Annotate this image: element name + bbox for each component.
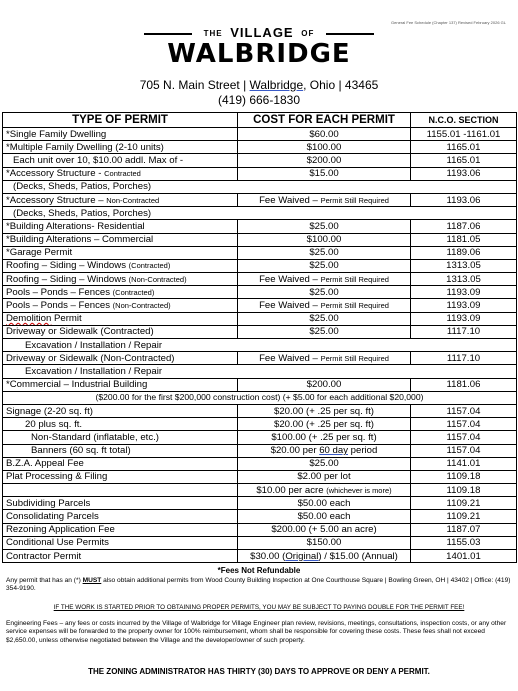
type-cell: Each unit over 10, $10.00 addl. Max of - — [3, 154, 238, 167]
cost-cell: $100.00 (+ .25 per sq. ft) — [238, 431, 411, 444]
section-cell: 1187.06 — [411, 220, 517, 233]
type-text: *Accessory Structure - — [6, 168, 105, 180]
table-row — [3, 404, 517, 417]
table-row — [3, 497, 517, 510]
cost-cell — [238, 444, 411, 457]
table-row — [3, 286, 517, 299]
cost-text: Fee Waived – — [259, 300, 321, 312]
table-row — [3, 523, 517, 536]
cost-cell: $25.00 — [238, 259, 411, 272]
subnote-cell: Excavation / Installation / Repair — [3, 365, 517, 378]
type-cell — [3, 286, 238, 299]
village-logo — [0, 26, 518, 68]
type-text: *Accessory Structure – — [6, 194, 107, 206]
table-row — [3, 154, 517, 167]
cost-text: Fee Waived – — [259, 273, 321, 285]
table-row — [3, 365, 517, 378]
cost-text-tail: period — [348, 445, 378, 457]
subnote-cell: (Decks, Sheds, Patios, Porches) — [3, 207, 517, 220]
section-cell: 1109.18 — [411, 470, 517, 483]
type-cell: Rezoning Application Fee — [3, 523, 238, 536]
section-cell: 1313.05 — [411, 259, 517, 272]
type-cell: Banners (60 sq. ft total) — [3, 444, 238, 457]
type-cell: *Single Family Dwelling — [3, 128, 238, 141]
type-cell: Contractor Permit — [3, 550, 238, 563]
type-text: Roofing – Siding – Windows — [6, 273, 129, 285]
type-cell: 20 plus sq. ft. — [3, 418, 238, 431]
type-cell: *Commercial – Industrial Building — [3, 378, 238, 391]
cost-cell: $200.00 (+ 5.00 an acre) — [238, 523, 411, 536]
table-row — [3, 233, 517, 246]
header-type: TYPE OF PERMIT — [3, 113, 238, 128]
section-cell: 1117.10 — [411, 325, 517, 338]
section-cell: 1157.04 — [411, 418, 517, 431]
type-qualifier: (Non-Contracted) — [128, 274, 187, 284]
type-qualifier: (Non-Contracted) — [112, 301, 171, 311]
address-city: Walbridge — [249, 78, 304, 92]
table-row — [3, 536, 517, 549]
type-cell: *Garage Permit — [3, 246, 238, 259]
table-row — [3, 457, 517, 470]
section-cell: 1109.21 — [411, 497, 517, 510]
section-cell: 1187.07 — [411, 523, 517, 536]
logo-rule-right — [326, 33, 374, 35]
type-text: Roofing – Siding – Windows — [6, 260, 129, 272]
cost-text-flagged: 60 day — [319, 445, 348, 457]
type-qualifier: Non-Contracted — [106, 195, 160, 205]
type-cell: Driveway or Sidewalk (Non-Contracted) — [3, 352, 238, 365]
header-section: N.C.O. SECTION — [411, 113, 517, 128]
cost-cell: $2.00 per lot — [238, 470, 411, 483]
table-row — [3, 128, 517, 141]
cost-cell — [238, 299, 411, 312]
cost-cell: $150.00 — [238, 536, 411, 549]
section-cell: 1141.01 — [411, 457, 517, 470]
section-cell: 1193.09 — [411, 312, 517, 325]
section-cell: 1117.10 — [411, 352, 517, 365]
cost-text: $30.00 ( — [250, 550, 286, 562]
note-post: also obtain additional permits from Wood County Building Inspection at One Courthouse Square | Bowling Green, OH | 43402 | Office: (419) 354-9190. — [6, 577, 511, 593]
table-row — [3, 273, 517, 286]
note-pre: Any permit that has an (*) — [6, 577, 83, 584]
cost-qualifier: Permit Still Required — [320, 274, 389, 284]
type-cell — [3, 299, 238, 312]
cost-cell: $60.00 — [238, 128, 411, 141]
type-cell: *Building Alterations – Commercial — [3, 233, 238, 246]
cost-qualifier: Permit Still Required — [320, 353, 389, 363]
type-text: Permit — [51, 313, 82, 325]
cost-cell — [238, 273, 411, 286]
commercial-fee-note: ($200.00 for the first $200,000 construction cost) (+ $5.00 for each additional $20,000) — [3, 391, 517, 404]
table-row — [3, 484, 517, 497]
cost-cell: $50.00 each — [238, 510, 411, 523]
cost-cell: $25.00 — [238, 246, 411, 259]
table-row — [3, 550, 517, 563]
type-cell: B.Z.A. Appeal Fee — [3, 457, 238, 470]
cost-cell: $200.00 — [238, 378, 411, 391]
type-qualifier: (Contracted) — [112, 287, 155, 297]
type-text: Pools – Ponds – Fences — [6, 300, 113, 312]
section-cell: 1193.06 — [411, 193, 517, 206]
type-cell: *Multiple Family Dwelling (2-10 units) — [3, 141, 238, 154]
type-qualifier: (Contracted) — [128, 261, 171, 271]
type-text-flagged: Demolition — [6, 313, 52, 325]
engineering-fees-note: Engineering Fees – any fees or costs incurred by the Village of Walbridge for Village Engineer plan review, revisions, meetings, consultations, inspection costs, or any other service expenses will be forwarded to the property owner for 100% reimbursement, whom shall be responsible for covering these costs. These fees shall not exceed $2,650.00, unless otherwise negotiated between the Village and the developer/owner of such property. — [6, 620, 507, 644]
section-cell: 1157.04 — [411, 404, 517, 417]
cost-cell: $20.00 (+ .25 per sq. ft) — [238, 418, 411, 431]
type-cell: Driveway or Sidewalk (Contracted) — [3, 325, 238, 338]
double-fee-warning: IF THE WORK IS STARTED PRIOR TO OBTAINING PROPER PERMITS, YOU MAY BE SUBJECT TO PAYING DOUBLE FOR THE PERMIT FEE! — [53, 604, 465, 611]
note-must: MUST — [82, 577, 102, 584]
cost-cell: $25.00 — [238, 325, 411, 338]
table-row — [3, 167, 517, 180]
table-row — [3, 299, 517, 312]
cost-cell: $25.00 — [238, 286, 411, 299]
cost-text-tail: ) / $15.00 (Annual) — [318, 550, 398, 562]
section-cell: 1155.01 -1161.01 — [411, 128, 517, 141]
table-row — [3, 207, 517, 220]
type-cell: Conditional Use Permits — [3, 536, 238, 549]
section-cell: 1109.21 — [411, 510, 517, 523]
zoning-notice: THE ZONING ADMINISTRATOR HAS THIRTY (30) DAYS TO APPROVE OR DENY A PERMIT. — [88, 667, 430, 676]
table-row — [3, 141, 517, 154]
cost-text: $10.00 per acre — [256, 484, 327, 496]
type-cell: Subdividing Parcels — [3, 497, 238, 510]
type-cell — [3, 259, 238, 272]
type-cell — [3, 193, 238, 206]
cost-cell: $50.00 each — [238, 497, 411, 510]
table-row — [3, 246, 517, 259]
cost-qualifier: Permit Still Required — [320, 301, 389, 311]
logo-village: VILLAGE — [230, 25, 294, 40]
section-cell: 1401.01 — [411, 550, 517, 563]
cost-cell — [238, 193, 411, 206]
cost-qualifier: (whichever is more) — [326, 485, 392, 495]
fee-table — [2, 112, 517, 563]
revision-note: General Fee Schedule (Chapter 137) Revised February 2026 GL — [391, 20, 506, 25]
table-row — [3, 193, 517, 206]
table-row — [3, 325, 517, 338]
cost-cell: $20.00 (+ .25 per sq. ft) — [238, 404, 411, 417]
table-row — [3, 470, 517, 483]
section-cell: 1157.04 — [411, 431, 517, 444]
table-row — [3, 220, 517, 233]
cost-cell: $25.00 — [238, 220, 411, 233]
section-cell: 1165.01 — [411, 141, 517, 154]
logo-the: THE — [203, 29, 223, 39]
logo-rule-left — [144, 33, 192, 35]
type-cell — [3, 167, 238, 180]
cost-cell: $25.00 — [238, 312, 411, 325]
section-cell: 1165.01 — [411, 154, 517, 167]
cost-cell: $200.00 — [238, 154, 411, 167]
subnote-cell: (Decks, Sheds, Patios, Porches) — [3, 180, 517, 193]
cost-text-flagged: Original — [285, 550, 319, 562]
type-qualifier: Contracted — [104, 169, 141, 179]
logo-of: OF — [301, 29, 315, 39]
cost-qualifier: Permit Still Required — [320, 195, 389, 205]
table-header-row — [3, 113, 517, 128]
logo-walbridge: WALBRIDGE — [167, 39, 351, 70]
section-cell: 1109.18 — [411, 484, 517, 497]
type-cell: Signage (2-20 sq. ft) — [3, 404, 238, 417]
section-cell: 1193.09 — [411, 299, 517, 312]
type-cell — [3, 273, 238, 286]
cost-text: Fee Waived – — [259, 352, 321, 364]
section-cell: 1181.06 — [411, 378, 517, 391]
header-cost: COST FOR EACH PERMIT — [238, 113, 411, 128]
table-row — [3, 391, 517, 404]
cost-cell: $15.00 — [238, 167, 411, 180]
section-cell: 1157.04 — [411, 444, 517, 457]
cost-cell — [238, 550, 411, 563]
address-phone: (419) 666-1830 — [217, 93, 301, 107]
type-cell — [3, 312, 238, 325]
address-state-zip: , Ohio | 43465 — [303, 78, 379, 92]
cost-cell — [238, 484, 411, 497]
table-row — [3, 180, 517, 193]
type-cell: *Building Alterations- Residential — [3, 220, 238, 233]
cost-cell: $100.00 — [238, 141, 411, 154]
type-cell — [3, 484, 238, 497]
section-cell: 1155.03 — [411, 536, 517, 549]
cost-cell: $100.00 — [238, 233, 411, 246]
address-street: 705 N. Main Street — [139, 78, 240, 92]
table-row — [3, 378, 517, 391]
table-row — [3, 339, 517, 352]
no-refund-notice: *Fees Not Refundable — [217, 566, 301, 575]
table-row — [3, 352, 517, 365]
table-row — [3, 431, 517, 444]
address-sep: | — [239, 78, 250, 92]
type-cell: Non-Standard (inflatable, etc.) — [3, 431, 238, 444]
table-row — [3, 510, 517, 523]
section-cell: 1193.09 — [411, 286, 517, 299]
county-permit-note — [6, 577, 512, 594]
type-cell: Plat Processing & Filing — [3, 470, 238, 483]
section-cell: 1313.05 — [411, 273, 517, 286]
cost-cell — [238, 352, 411, 365]
cost-text: Fee Waived – — [259, 194, 321, 206]
section-cell: 1181.05 — [411, 233, 517, 246]
cost-text: $20.00 per — [270, 445, 320, 457]
table-row — [3, 444, 517, 457]
type-text: Pools – Ponds – Fences — [6, 286, 113, 298]
address-block — [0, 78, 518, 108]
type-cell: Consolidating Parcels — [3, 510, 238, 523]
table-row — [3, 259, 517, 272]
subnote-cell: Excavation / Installation / Repair — [3, 339, 517, 352]
section-cell: 1189.06 — [411, 246, 517, 259]
table-row — [3, 418, 517, 431]
table-row — [3, 312, 517, 325]
section-cell: 1193.06 — [411, 167, 517, 180]
cost-cell: $25.00 — [238, 457, 411, 470]
